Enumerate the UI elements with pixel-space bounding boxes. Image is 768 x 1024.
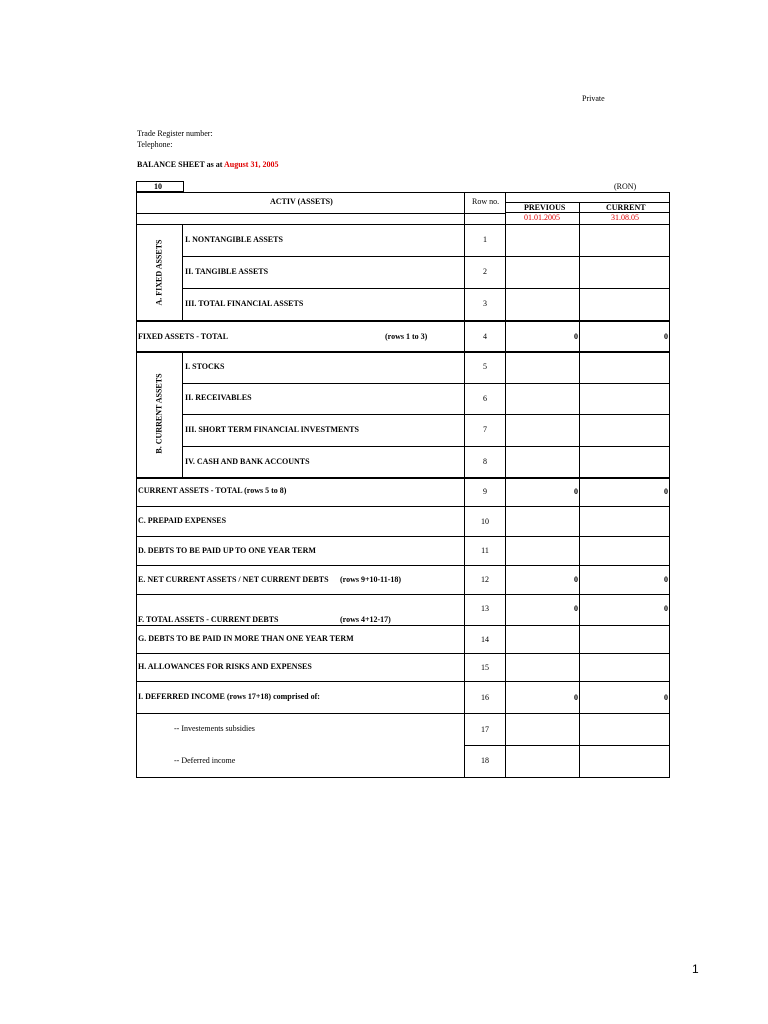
divider (505, 192, 506, 778)
row-number: 18 (481, 756, 489, 765)
divider (136, 477, 670, 479)
row-label: E. NET CURRENT ASSETS / NET CURRENT DEBTS (138, 575, 329, 584)
row-no-header: Row no. (472, 197, 500, 206)
previous-date: 01.01.2005 (524, 213, 560, 222)
current-header: CURRENT (606, 203, 646, 212)
row-number: 15 (481, 663, 489, 672)
telephone-label: Telephone: (137, 140, 173, 149)
current-assets-group-label: B. CURRENT ASSETS (154, 373, 164, 454)
row-number: 3 (483, 299, 487, 308)
row-note: (rows 4+12-17) (340, 615, 391, 624)
row-number: 5 (483, 362, 487, 371)
row-label: -- Deferred income (174, 756, 236, 765)
divider (136, 625, 670, 626)
divider (182, 414, 670, 415)
previous-value: 0 (574, 693, 578, 702)
private-label: Private (582, 94, 605, 103)
previous-header: PREVIOUS (524, 203, 566, 212)
balance-table (136, 192, 670, 778)
divider (182, 446, 670, 447)
row-label: FIXED ASSETS - TOTAL (138, 332, 229, 341)
row-label: C. PREPAID EXPENSES (138, 516, 227, 525)
divider (182, 383, 670, 384)
row-label: III. TOTAL FINANCIAL ASSETS (185, 299, 304, 308)
current-date: 31.08.05 (611, 213, 639, 222)
row-label: IV. CASH AND BANK ACCOUNTS (185, 457, 310, 466)
code-box-value: 10 (154, 182, 162, 191)
divider (136, 565, 670, 566)
divider (136, 224, 670, 225)
row-number: 7 (483, 425, 487, 434)
row-note: (rows 1 to 3) (385, 332, 428, 341)
previous-value: 0 (574, 487, 578, 496)
current-value: 0 (664, 604, 668, 613)
divider (464, 745, 670, 746)
row-number: 12 (481, 575, 489, 584)
row-number: 2 (483, 267, 487, 276)
row-label: CURRENT ASSETS - TOTAL (rows 5 to 8) (138, 486, 287, 495)
row-number: 13 (481, 604, 489, 613)
current-value: 0 (664, 332, 668, 341)
previous-value: 0 (574, 604, 578, 613)
row-number: 4 (483, 332, 487, 341)
divider (136, 213, 505, 214)
divider (136, 536, 670, 537)
divider (136, 351, 670, 353)
row-label: II. RECEIVABLES (185, 393, 252, 402)
divider (136, 713, 670, 714)
row-note: (rows 9+10-11-18) (340, 575, 402, 584)
previous-value: 0 (574, 332, 578, 341)
row-number: 10 (481, 517, 489, 526)
divider (136, 653, 670, 654)
row-number: 9 (483, 487, 487, 496)
row-number: 1 (483, 235, 487, 244)
row-number: 17 (481, 725, 489, 734)
row-number: 11 (481, 546, 489, 555)
current-value: 0 (664, 575, 668, 584)
row-number: 14 (481, 635, 489, 644)
current-value: 0 (664, 487, 668, 496)
row-label: I. DEFERRED INCOME (rows 17+18) comprised of: (138, 692, 320, 701)
divider (182, 256, 670, 257)
trade-register-label: Trade Register number: (137, 129, 213, 138)
divider (182, 288, 670, 289)
row-label: F. TOTAL ASSETS - CURRENT DEBTS (138, 615, 279, 624)
row-label: H. ALLOWANCES FOR RISKS AND EXPENSES (138, 662, 312, 671)
row-number: 8 (483, 457, 487, 466)
divider (136, 594, 670, 595)
divider (464, 192, 465, 778)
row-number: 6 (483, 394, 487, 403)
row-label: II. TANGIBLE ASSETS (185, 267, 269, 276)
row-label: I. NONTANGIBLE ASSETS (185, 235, 283, 244)
balance-sheet-title (137, 160, 278, 169)
divider (182, 225, 183, 321)
balance-sheet-prefix: BALANCE SHEET as at (137, 160, 224, 169)
currency-label: (RON) (614, 182, 637, 191)
page-number: 1 (692, 962, 699, 976)
divider (136, 506, 670, 507)
divider (182, 352, 183, 478)
fixed-assets-group-label: A. FIXED ASSETS (154, 239, 164, 306)
previous-value: 0 (574, 575, 578, 584)
activ-header: ACTIV (ASSETS) (270, 197, 333, 206)
current-value: 0 (664, 693, 668, 702)
row-label: G. DEBTS TO BE PAID IN MORE THAN ONE YEAR TERM (138, 634, 354, 643)
divider (136, 681, 670, 682)
row-label: III. SHORT TERM FINANCIAL INVESTMENTS (185, 425, 359, 434)
divider (136, 320, 670, 322)
row-label: -- Investements subsidies (174, 724, 255, 733)
row-label: D. DEBTS TO BE PAID UP TO ONE YEAR TERM (138, 546, 316, 555)
row-label: I. STOCKS (185, 362, 225, 371)
balance-sheet-date: August 31, 2005 (224, 160, 279, 169)
row-number: 16 (481, 693, 489, 702)
